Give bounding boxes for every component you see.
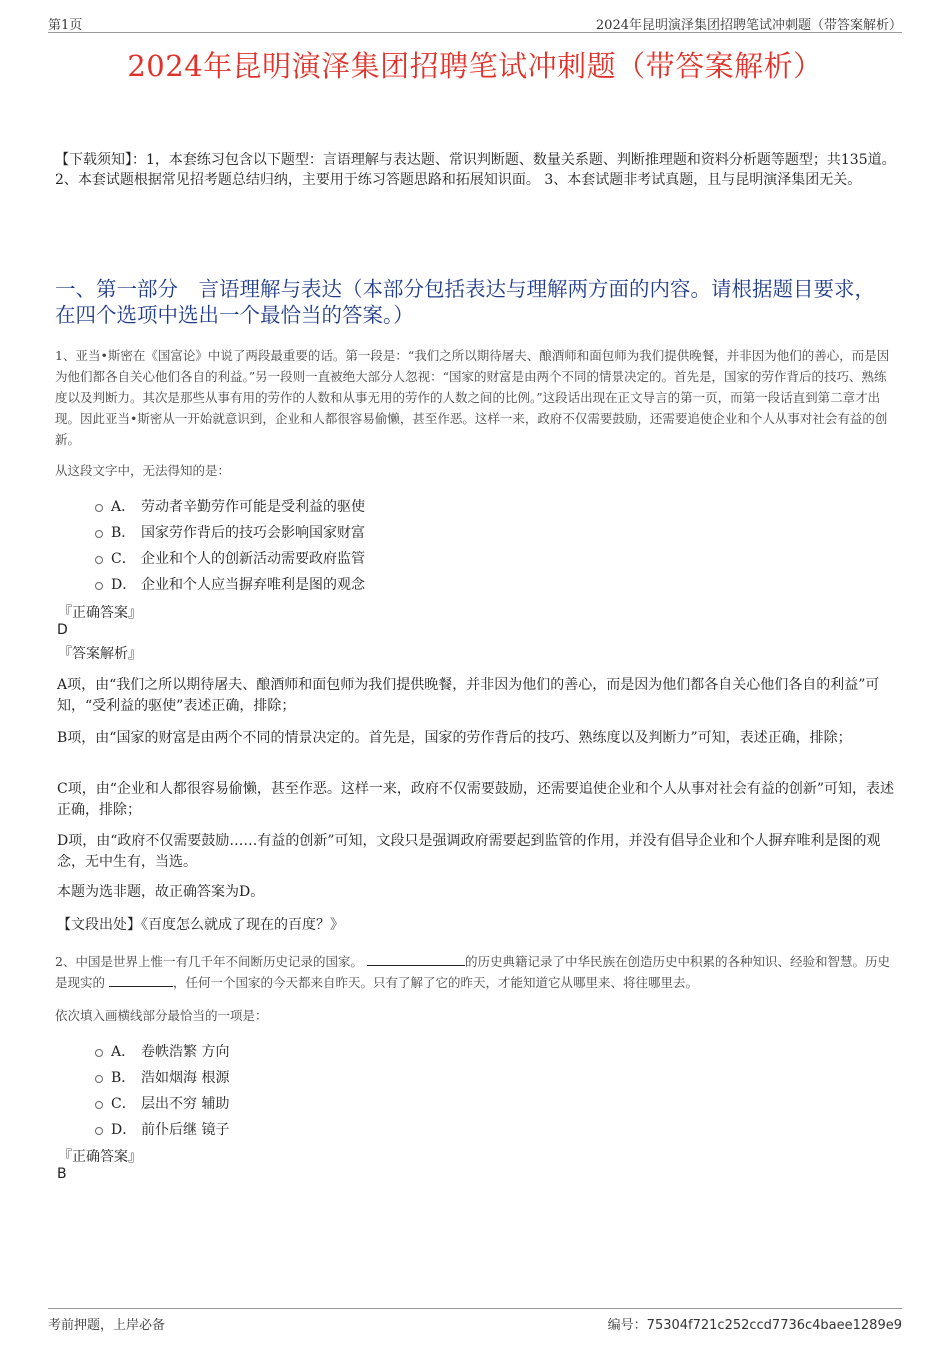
option-text: 企业和个人应当摒弃唯利是图的观念 <box>141 577 365 593</box>
option-letter: D． <box>111 1122 137 1138</box>
q2-text-part2: 的历史典籍记录了中华民族在创造历史中积累的各种知识、经验和智慧。历史是现实的 <box>55 954 890 990</box>
option-text: 浩如烟海 根源 <box>141 1070 230 1086</box>
q1-analysis-c: C项，由“企业和人都很容易偷懒，甚至作恶。这样一来，政府不仅需要鼓励，还需要追使企业和个人从事对社会有益的创新”可知，表述正确，排除； <box>57 781 895 818</box>
q1-conclusion: 本题为选非题，故正确答案为D。 <box>57 884 265 900</box>
footer-code <box>608 1314 902 1333</box>
radio-icon[interactable] <box>95 582 103 590</box>
page-header <box>48 14 902 33</box>
option-letter: B． <box>111 1070 136 1086</box>
q2-text-part1: 2、中国是世界上惟一有几千年不间断历史记录的国家。 <box>55 954 363 969</box>
q1-analysis-b: B项，由“国家的财富是由两个不同的情景决定的。首先是，国家的劳作背后的技巧、熟练度以及判断力”可知，表述正确，排除； <box>57 730 852 746</box>
radio-icon[interactable] <box>95 1127 103 1135</box>
q2-option-b[interactable] <box>95 1064 229 1090</box>
download-notice: 【下载须知】：1，本套练习包含以下题型：言语理解与表达题、常识判断题、数量关系题、判断推理题和资料分析题等题型；共135道。 2、本套试题根据常见招考题总结归纳，主要用于练习答题思路和拓展知识面。 3、本套试题非考试真题，且与昆明演泽集团无关。 <box>55 152 896 188</box>
radio-icon[interactable] <box>95 530 103 538</box>
q2-option-c[interactable] <box>95 1090 229 1116</box>
section-title: 一、第一部分 言语理解与表达（本部分包括表达与理解两方面的内容。请根据题目要求，在四个选项中选出一个最恰当的答案。） <box>55 277 875 327</box>
option-text: 层出不穷 辅助 <box>141 1096 230 1112</box>
option-letter: B． <box>111 525 136 541</box>
q2-option-a[interactable] <box>95 1038 229 1064</box>
option-letter: A． <box>111 1044 136 1060</box>
radio-icon[interactable] <box>95 556 103 564</box>
q2-answer-label: 『正确答案』 <box>58 1149 142 1165</box>
q1-answer-label: 『正确答案』 <box>58 605 142 621</box>
q1-option-a[interactable] <box>95 493 365 519</box>
document-title: 2024年昆明演泽集团招聘笔试冲刺题（带答案解析） <box>127 49 823 83</box>
radio-icon[interactable] <box>95 504 103 512</box>
question-1-text: 1、亚当•斯密在《国富论》中说了两段最重要的话。第一段是：“我们之所以期待屠夫、酿酒师和面包师为我们提供晚餐，并非因为他们的善心，而是因为他们都各自关心他们各自的利益。”另一段则一直被绝大部分人忽视：“国家的财富是由两个不同的情景决定的。首先是，国家的劳作背后的技巧、熟练度以及判断力。其次是那些从事有用的劳作的人数和从事无用的劳作的人数之间的比例。”这段话出现在正文导言的第一页，而第一段话直到第二章才出现。因此亚当•斯密从一开始就意识到，企业和人都很容易偷懒，甚至作恶。这样一来，政府不仅需要鼓励，还需要追使企业和个人从事对社会有益的创新。 <box>55 348 890 447</box>
q1-analysis-label: 『答案解析』 <box>58 646 142 662</box>
q1-option-d[interactable] <box>95 571 365 597</box>
page-footer <box>48 1308 902 1331</box>
question-1-prompt: 从这段文字中，无法得知的是： <box>55 463 231 478</box>
option-letter: C． <box>111 551 136 567</box>
option-text: 劳动者辛勤劳作可能是受利益的驱使 <box>141 499 365 515</box>
q1-analysis-a: A项，由“我们之所以期待屠夫、酿酒师和面包师为我们提供晚餐，并非因为他们的善心，而是因为他们都各自关心他们各自的利益”可知，“受利益的驱使”表述正确，排除； <box>57 677 880 714</box>
q2-blank-1 <box>367 953 465 966</box>
q2-text-part3: ，任何一个国家的今天都来自昨天。只有了解了它的昨天，才能知道它从哪里来、将往哪里去。 <box>173 975 699 990</box>
q2-answer: B <box>57 1166 67 1182</box>
radio-icon[interactable] <box>95 1101 103 1109</box>
question-2-prompt: 依次填入画横线部分最恰当的一项是： <box>55 1008 268 1023</box>
footer-slogan: 考前押题，上岸必备 <box>48 1318 166 1333</box>
option-text: 企业和个人的创新活动需要政府监管 <box>141 551 365 567</box>
option-text: 国家劳作背后的技巧会影响国家财富 <box>141 525 365 541</box>
option-letter: A． <box>111 499 136 515</box>
option-letter: D． <box>111 577 137 593</box>
q1-analysis-d: D项，由“政府不仅需要鼓励……有益的创新”可知，文段只是强调政府需要起到监管的作用，并没有倡导企业和个人摒弃唯利是图的观念，无中生有，当选。 <box>57 833 881 870</box>
question-2-text <box>55 951 898 993</box>
question-2-options <box>95 1038 229 1142</box>
q1-option-c[interactable] <box>95 545 365 571</box>
option-text: 前仆后继 镜子 <box>141 1122 230 1138</box>
radio-icon[interactable] <box>95 1049 103 1057</box>
option-letter: C． <box>111 1096 136 1112</box>
radio-icon[interactable] <box>95 1075 103 1083</box>
q2-option-d[interactable] <box>95 1116 229 1142</box>
footer-code-label: 编号： <box>607 1318 647 1333</box>
q1-answer: D <box>57 622 68 638</box>
option-text: 卷帙浩繁 方向 <box>141 1044 230 1060</box>
q2-blank-2 <box>109 974 173 987</box>
question-1-options <box>95 493 365 597</box>
q1-option-b[interactable] <box>95 519 365 545</box>
q1-source: 【文段出处】《百度怎么就成了现在的百度？》 <box>57 917 344 933</box>
footer-code-value: 75304f721c252ccd7736c4baee1289e9 <box>646 1318 902 1333</box>
header-doc-title: 2024年昆明演泽集团招聘笔试冲刺题（带答案解析） <box>595 18 902 33</box>
page-number: 第1页 <box>48 18 83 33</box>
